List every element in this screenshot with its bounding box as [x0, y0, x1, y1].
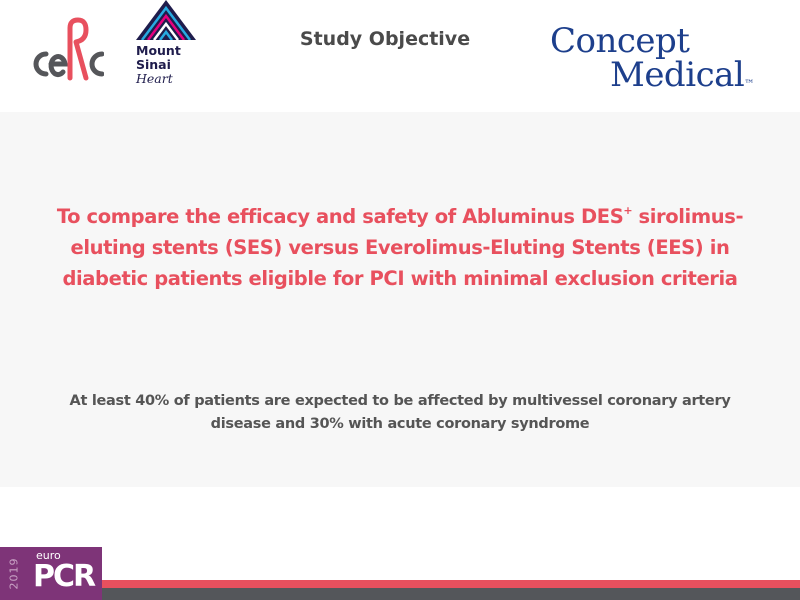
mount-sinai-mark-icon [136, 0, 196, 40]
footer-red-bar [100, 580, 800, 588]
concept-medical-line2 [610, 56, 754, 94]
slide-footer [0, 487, 800, 600]
slide-header [0, 0, 800, 112]
slide-content [0, 112, 800, 487]
study-objective-text [30, 201, 770, 294]
cerc-logo [24, 14, 104, 86]
objective-text-part2: sirolimus-eluting stents (SES) versus Everolimus-Eluting Stents (EES) in diabetic patients eligible for PCI with minimal exclusion criteria [62, 205, 744, 290]
europcr-name: PCR [33, 559, 95, 594]
mount-sinai-line3: Heart [136, 71, 173, 86]
europcr-prefix: euro [36, 549, 61, 562]
mount-sinai-wordmark [136, 44, 181, 86]
mount-sinai-line2: Sinai [136, 57, 171, 72]
mount-sinai-logo [132, 0, 202, 96]
concept-medical-word: Medical [610, 55, 745, 95]
mount-sinai-line1: Mount [136, 43, 181, 58]
concept-medical-logo [548, 22, 758, 94]
objective-superscript: + [623, 203, 633, 217]
europcr-year: 2019 [7, 557, 21, 590]
objective-text-part1: To compare the efficacy and safety of Abluminus DES [56, 205, 624, 228]
slide-title: Study Objective [299, 28, 471, 50]
footer-gray-bar [100, 588, 800, 600]
population-note: At least 40% of patients are expected to be affected by multivessel coronary artery disease and 30% with acute coronary syndrome [69, 393, 731, 432]
europcr-badge [0, 547, 102, 600]
trademark-symbol: ™ [744, 79, 754, 90]
concept-medical-line1: Concept [550, 21, 690, 61]
